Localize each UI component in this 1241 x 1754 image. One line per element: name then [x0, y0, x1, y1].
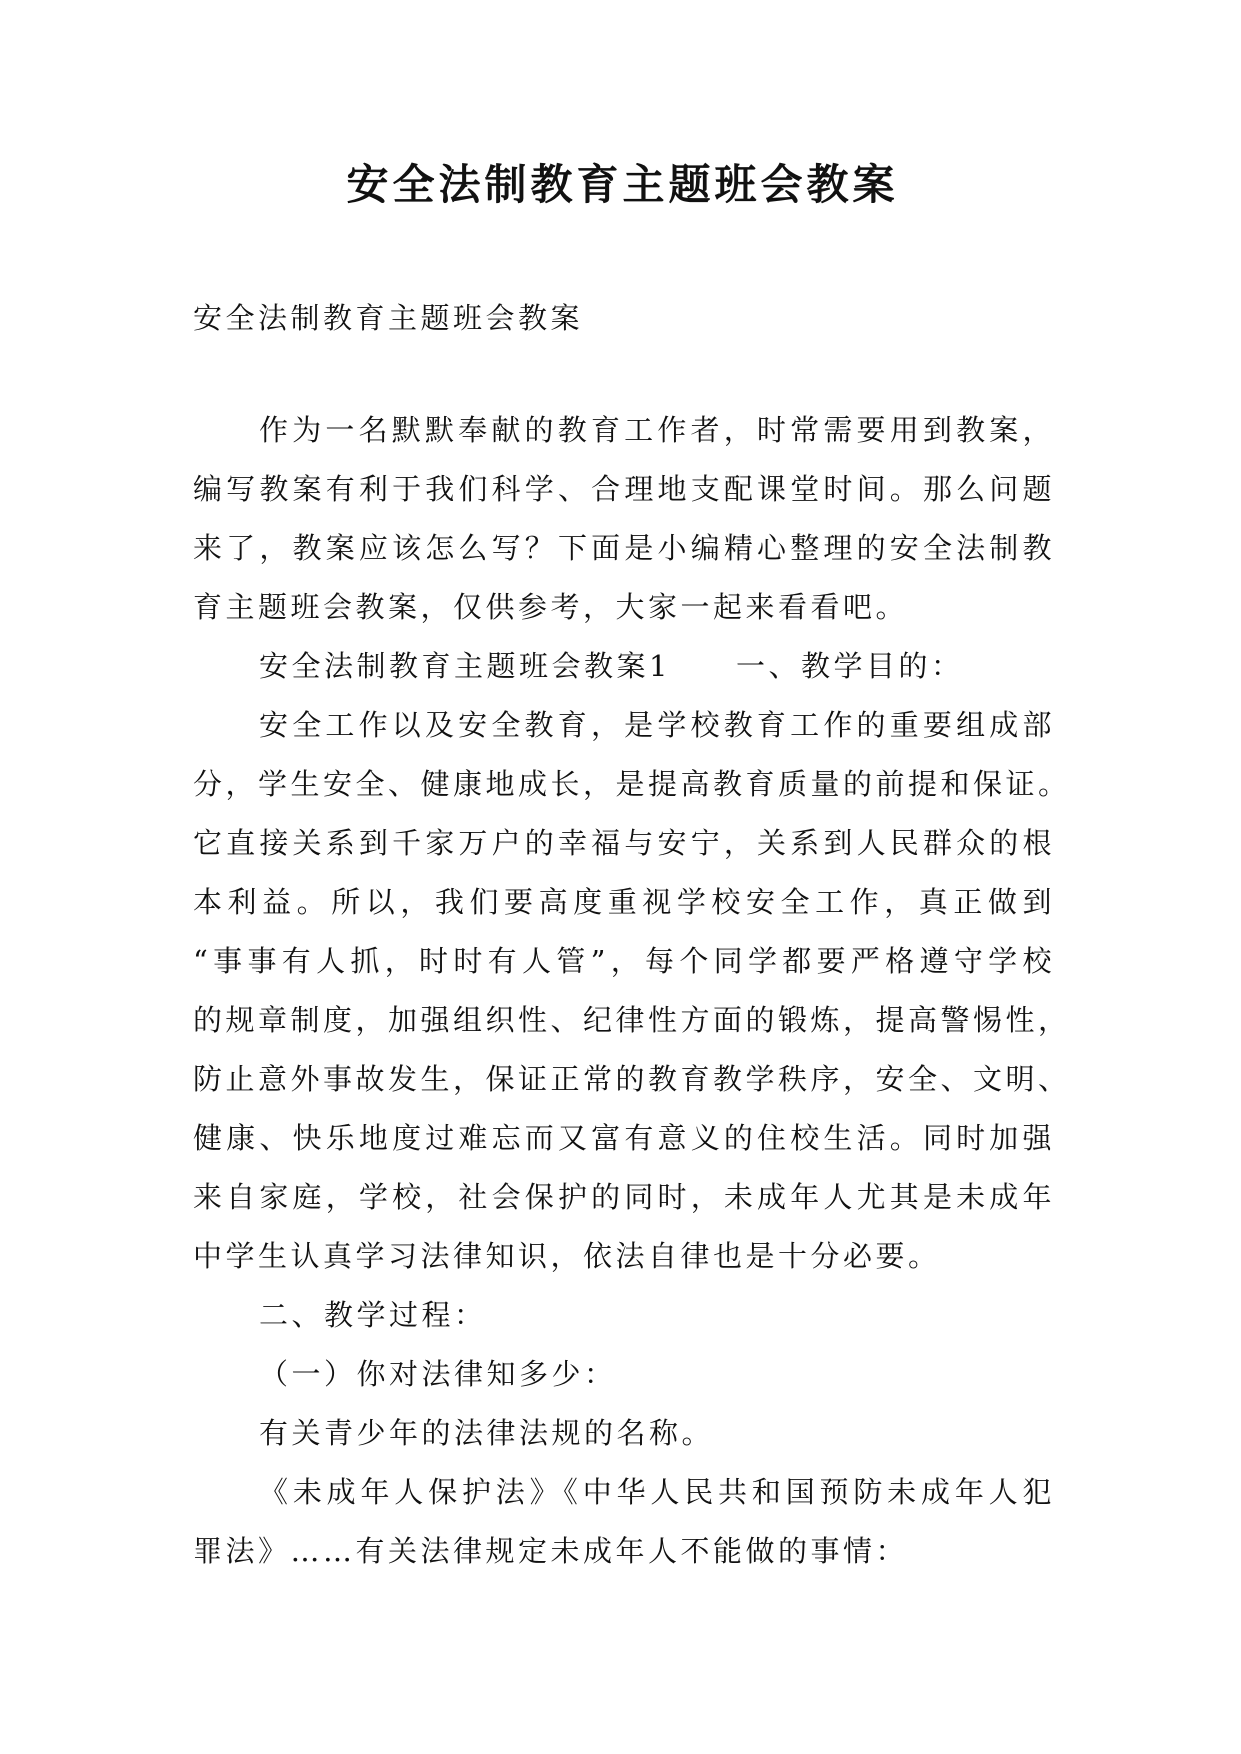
paragraph-law-names-intro: [193, 1404, 1055, 1463]
text-line: 《未成年人保护法》《中华人民共和国预防未成年人犯: [259, 1475, 1055, 1509]
text-line: （一）你对法律知多少：: [259, 1357, 617, 1391]
document-title: 安全法制教育主题班会教案: [346, 160, 899, 209]
text-line: 罪法》……有关法律规定未成年人不能做的事情：: [193, 1534, 909, 1568]
text-line: 作为一名默默奉献的教育工作者，时常需要用到教案，: [259, 413, 1055, 447]
text-line: 健康、快乐地度过难忘而又富有意义的住校生活。同时加强: [193, 1121, 1055, 1155]
text-line: 二、教学过程：: [259, 1298, 487, 1332]
paragraph-subheading: [193, 1345, 1055, 1404]
text-line: 有关青少年的法律法规的名称。: [259, 1416, 715, 1450]
document-body: [193, 401, 1071, 1581]
text-line: “事事有人抓，时时有人管”，每个同学都要严格遵守学校: [193, 944, 1055, 978]
text-line: 安全工作以及安全教育，是学校教育工作的重要组成部: [259, 708, 1055, 742]
document-subtitle: 安全法制教育主题班会教案: [193, 301, 584, 335]
text-line: 编写教案有利于我们科学、合理地支配课堂时间。那么问题: [193, 472, 1055, 506]
text-line: 安全法制教育主题班会教案1 一、教学目的：: [259, 649, 964, 683]
text-line: 分，学生安全、健康地成长，是提高教育质量的前提和保证。: [193, 767, 1071, 801]
text-line: 本利益。所以，我们要高度重视学校安全工作，真正做到: [193, 885, 1055, 919]
paragraph-section-heading: [193, 637, 1055, 696]
text-line: 来了，教案应该怎么写？下面是小编精心整理的安全法制教: [193, 531, 1055, 565]
text-line: 防止意外事故发生，保证正常的教育教学秩序，安全、文明、: [193, 1062, 1071, 1096]
text-line: 育主题班会教案，仅供参考，大家一起来看看吧。: [193, 590, 909, 624]
text-line: 它直接关系到千家万户的幸福与安宁，关系到人民群众的根: [193, 826, 1055, 860]
paragraph-intro: [193, 401, 1055, 637]
paragraph-teaching-purpose: [193, 696, 1071, 1286]
paragraph-law-names: [193, 1463, 1055, 1581]
text-line: 的规章制度，加强组织性、纪律性方面的锻炼，提高警惕性，: [193, 1003, 1071, 1037]
text-line: 来自家庭，学校，社会保护的同时，未成年人尤其是未成年: [193, 1180, 1055, 1214]
paragraph-process-heading: [193, 1286, 1055, 1345]
text-line: 中学生认真学习法律知识，依法自律也是十分必要。: [193, 1239, 941, 1273]
